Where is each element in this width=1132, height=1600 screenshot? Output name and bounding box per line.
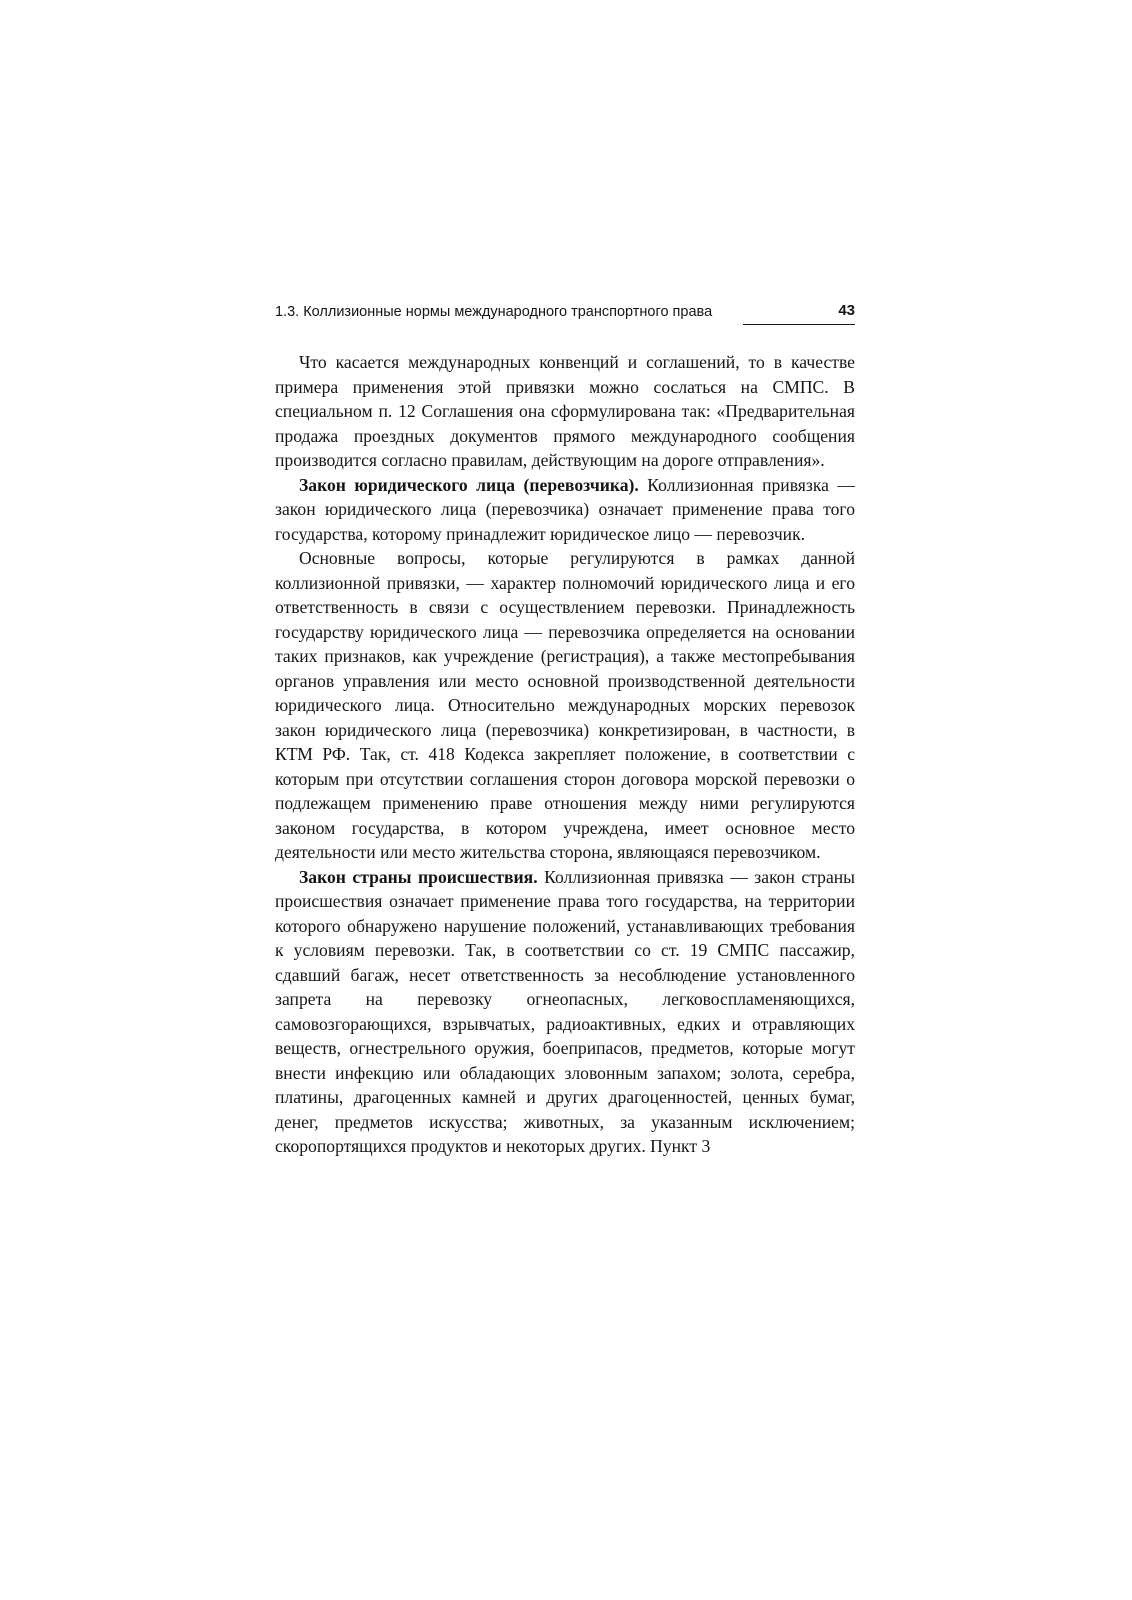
- running-header: [275, 300, 855, 326]
- paragraph: [275, 865, 855, 1159]
- paragraph-lead: Закон страны происшествия.: [299, 866, 538, 887]
- book-page: [275, 300, 855, 1159]
- section-title: 1.3. Коллизионные нормы международного транспортного права: [275, 304, 713, 320]
- paragraph-lead: Закон юридического лица (перевозчика).: [299, 474, 639, 495]
- paragraph-text: Коллизионная привязка — закон страны происшествия означает применение права того государства, на территории которого обнаружено нарушение положений, устанавливающих требования к условиям перевозки. Так, в соответствии со ст. 19 СМПС пассажир, сдавший багаж, несет ответственность за несоблюдение установленного запрета на перевозку огнеопасных, легковоспламеняющихся, самовозгорающихся, взрывчатых, радиоактивных, едких и отравляющих веществ, огнестрельного оружия, боеприпасов, предметов, которые могут внести инфекцию или обладающих зловонным запахом; золота, серебра, платины, драгоценных камней и других драгоценностей, ценных бумаг, денег, предметов искусства; животных, за указанным исключением; скоропортящихся продуктов и некоторых других. Пункт 3: [275, 866, 855, 1156]
- paragraph: [275, 546, 855, 865]
- paragraph: [275, 350, 855, 473]
- paragraph-text: Коллизионная привязка — закон юридического лица (перевозчика) означает применение права того государства, которому принадлежит юридическое лицо — перевозчик.: [275, 474, 855, 544]
- paragraph: [275, 473, 855, 547]
- body-text: [275, 350, 855, 1159]
- paragraph-text: Основные вопросы, которые регулируются в рамках данной коллизионной привязки, — характер полномочий юридического лица и его ответственность в связи с осуществлением перевозки. Принадлежность государству юридического лица — перевозчика определяется на основании таких признаков, как учреждение (регистрация), а также местопребывания органов управления или место основной производственной деятельности юридического лица. Относительно международных морских перевозок закон юридического лица (перевозчика) конкретизирован, в частности, в КТМ РФ. Так, ст. 418 Кодекса закрепляет положение, в соответствии с которым при отсутствии соглашения сторон договора морской перевозки о подлежащем применению праве отношения между ними регулируются законом государства, в котором учреждена, имеет основное место деятельности или место жительства сторона, являющаяся перевозчиком.: [275, 548, 855, 862]
- header-rule: [743, 324, 855, 325]
- paragraph-text: Что касается международных конвенций и соглашений, то в качестве примера применения этой привязки можно сослаться на СМПС. В специальном п. 12 Соглашения она сформулирована так: «Предварительная продажа проездных документов прямого международного сообщения производится согласно правилам, действующим на дороге отправления».: [275, 352, 855, 470]
- page-number: 43: [838, 302, 855, 319]
